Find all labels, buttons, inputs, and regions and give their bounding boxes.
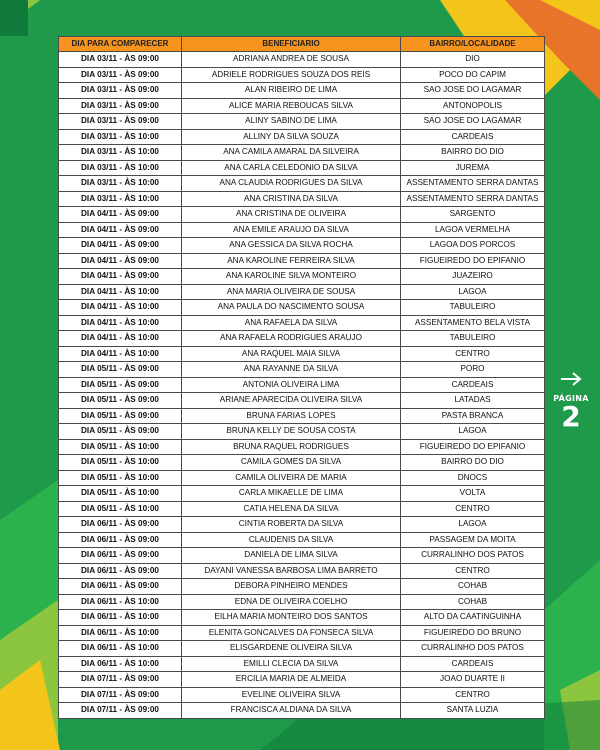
location-cell: PORO	[401, 362, 545, 378]
table-row	[59, 145, 545, 161]
date-cell: DIA 07/11 - ÀS 09:00	[59, 672, 182, 688]
table-row	[59, 83, 545, 99]
location-cell: JUAZEIRO	[401, 269, 545, 285]
beneficiary-cell: ANA GESSICA DA SILVA ROCHA	[182, 238, 401, 254]
table-row	[59, 641, 545, 657]
date-cell: DIA 05/11 - ÀS 09:00	[59, 393, 182, 409]
table-row	[59, 439, 545, 455]
location-cell: BAIRRO DO DIO	[401, 145, 545, 161]
beneficiary-cell: ALICE MARIA REBOUCAS SILVA	[182, 98, 401, 114]
table-row	[59, 579, 545, 595]
date-cell: DIA 04/11 - ÀS 10:00	[59, 315, 182, 331]
location-cell: DNOCS	[401, 470, 545, 486]
date-cell: DIA 03/11 - ÀS 10:00	[59, 129, 182, 145]
location-cell: CURRALINHO DOS PATOS	[401, 641, 545, 657]
table-row	[59, 687, 545, 703]
date-cell: DIA 04/11 - ÀS 09:00	[59, 253, 182, 269]
beneficiary-cell: ADRIELE RODRIGUES SOUZA DOS REIS	[182, 67, 401, 83]
beneficiary-cell: ANTONIA OLIVEIRA LIMA	[182, 377, 401, 393]
table-row	[59, 377, 545, 393]
location-cell: CENTRO	[401, 563, 545, 579]
date-cell: DIA 04/11 - ÀS 09:00	[59, 207, 182, 223]
table-row	[59, 253, 545, 269]
location-cell: BAIRRO DO DIO	[401, 455, 545, 471]
location-cell: JUREMA	[401, 160, 545, 176]
beneficiary-cell: CARLA MIKAELLE DE LIMA	[182, 486, 401, 502]
table-row	[59, 346, 545, 362]
location-cell: SANTA LUZIA	[401, 703, 545, 719]
location-cell: ASSENTAMENTO SERRA DANTAS	[401, 176, 545, 192]
beneficiary-cell: ANA MARIA OLIVEIRA DE SOUSA	[182, 284, 401, 300]
table-row	[59, 331, 545, 347]
location-cell: COHAB	[401, 579, 545, 595]
beneficiary-cell: ANA PAULA DO NASCIMENTO SOUSA	[182, 300, 401, 316]
date-cell: DIA 05/11 - ÀS 10:00	[59, 470, 182, 486]
location-cell: PASTA BRANCA	[401, 408, 545, 424]
beneficiary-schedule-table-card	[58, 36, 544, 718]
beneficiary-cell: ELENITA GONCALVES DA FONSECA SILVA	[182, 625, 401, 641]
date-cell: DIA 06/11 - ÀS 10:00	[59, 656, 182, 672]
date-cell: DIA 06/11 - ÀS 10:00	[59, 610, 182, 626]
location-cell: TABULEIRO	[401, 331, 545, 347]
date-cell: DIA 06/11 - ÀS 10:00	[59, 641, 182, 657]
location-cell: LAGOA DOS PORCOS	[401, 238, 545, 254]
beneficiary-cell: BRUNA KELLY DE SOUSA COSTA	[182, 424, 401, 440]
table-row	[59, 52, 545, 68]
location-cell: POCO DO CAPIM	[401, 67, 545, 83]
table-row	[59, 300, 545, 316]
date-cell: DIA 03/11 - ÀS 09:00	[59, 83, 182, 99]
table-row	[59, 625, 545, 641]
location-cell: FIGUEIREDO DO EPIFANIO	[401, 439, 545, 455]
table-row	[59, 176, 545, 192]
date-cell: DIA 03/11 - ÀS 09:00	[59, 114, 182, 130]
table-row	[59, 594, 545, 610]
beneficiary-cell: ANA CAMILA AMARAL DA SILVEIRA	[182, 145, 401, 161]
location-cell: SARGENTO	[401, 207, 545, 223]
table-row	[59, 129, 545, 145]
table-row	[59, 455, 545, 471]
location-cell: ANTONOPOLIS	[401, 98, 545, 114]
date-cell: DIA 06/11 - ÀS 10:00	[59, 625, 182, 641]
date-cell: DIA 06/11 - ÀS 09:00	[59, 548, 182, 564]
location-cell: SAO JOSE DO LAGAMAR	[401, 114, 545, 130]
table-row	[59, 67, 545, 83]
table-row	[59, 703, 545, 719]
table-row	[59, 191, 545, 207]
location-cell: JOAO DUARTE II	[401, 672, 545, 688]
date-cell: DIA 07/11 - ÀS 09:00	[59, 687, 182, 703]
beneficiary-cell: ANA CRISTINA DE OLIVEIRA	[182, 207, 401, 223]
table-row	[59, 98, 545, 114]
table-header-row	[59, 37, 545, 52]
beneficiary-cell: CATIA HELENA DA SILVA	[182, 501, 401, 517]
beneficiary-cell: CLAUDENIS DA SILVA	[182, 532, 401, 548]
date-cell: DIA 04/11 - ÀS 10:00	[59, 331, 182, 347]
date-cell: DIA 05/11 - ÀS 09:00	[59, 362, 182, 378]
table-row	[59, 315, 545, 331]
location-cell: SAO JOSE DO LAGAMAR	[401, 83, 545, 99]
beneficiary-cell: ALAN RIBEIRO DE LIMA	[182, 83, 401, 99]
header-beneficiario: BENEFICIARIO	[182, 37, 401, 52]
date-cell: DIA 06/11 - ÀS 09:00	[59, 532, 182, 548]
beneficiary-cell: DANIELA DE LIMA SILVA	[182, 548, 401, 564]
location-cell: ALTO DA CAATINGUINHA	[401, 610, 545, 626]
header-dia-para-comparecer: DIA PARA COMPARECER	[59, 37, 182, 52]
table-row	[59, 222, 545, 238]
beneficiary-cell: ELISGARDENE OLIVEIRA SILVA	[182, 641, 401, 657]
beneficiary-cell: ANA CRISTINA DA SILVA	[182, 191, 401, 207]
location-cell: PASSAGEM DA MOITA	[401, 532, 545, 548]
beneficiary-cell: DAYANI VANESSA BARBOSA LIMA BARRETO	[182, 563, 401, 579]
date-cell: DIA 05/11 - ÀS 09:00	[59, 408, 182, 424]
location-cell: LAGOA	[401, 424, 545, 440]
date-cell: DIA 04/11 - ÀS 10:00	[59, 284, 182, 300]
date-cell: DIA 04/11 - ÀS 09:00	[59, 269, 182, 285]
beneficiary-cell: BRUNA FARIAS LOPES	[182, 408, 401, 424]
location-cell: ASSENTAMENTO BELA VISTA	[401, 315, 545, 331]
beneficiary-cell: EILHA MARIA MONTEIRO DOS SANTOS	[182, 610, 401, 626]
location-cell: CENTRO	[401, 346, 545, 362]
date-cell: DIA 06/11 - ÀS 10:00	[59, 594, 182, 610]
beneficiary-cell: CINTIA ROBERTA DA SILVA	[182, 517, 401, 533]
location-cell: CURRALINHO DOS PATOS	[401, 548, 545, 564]
table-row	[59, 532, 545, 548]
table-row	[59, 486, 545, 502]
beneficiary-cell: ANA RAYANNE DA SILVA	[182, 362, 401, 378]
date-cell: DIA 07/11 - ÀS 09:00	[59, 703, 182, 719]
page-label: PÁGINA	[553, 394, 589, 403]
table-row	[59, 501, 545, 517]
date-cell: DIA 05/11 - ÀS 09:00	[59, 377, 182, 393]
beneficiary-cell: FRANCISCA ALDIANA DA SILVA	[182, 703, 401, 719]
location-cell: CARDEAIS	[401, 129, 545, 145]
table-row	[59, 114, 545, 130]
beneficiary-cell: EDNA DE OLIVEIRA COELHO	[182, 594, 401, 610]
beneficiary-cell: ADRIANA ANDREA DE SOUSA	[182, 52, 401, 68]
table-row	[59, 238, 545, 254]
page-indicator[interactable]	[549, 372, 593, 431]
date-cell: DIA 04/11 - ÀS 10:00	[59, 346, 182, 362]
location-cell: COHAB	[401, 594, 545, 610]
date-cell: DIA 04/11 - ÀS 10:00	[59, 300, 182, 316]
location-cell: LAGOA	[401, 517, 545, 533]
page-number: 2	[561, 400, 581, 433]
location-cell: LAGOA VERMELHA	[401, 222, 545, 238]
table-row	[59, 563, 545, 579]
beneficiary-cell: ALINY SABINO DE LIMA	[182, 114, 401, 130]
date-cell: DIA 06/11 - ÀS 09:00	[59, 517, 182, 533]
table-row	[59, 672, 545, 688]
date-cell: DIA 03/11 - ÀS 10:00	[59, 176, 182, 192]
location-cell: VOLTA	[401, 486, 545, 502]
beneficiary-cell: ANA KAROLINE SILVA MONTEIRO	[182, 269, 401, 285]
table-row	[59, 656, 545, 672]
date-cell: DIA 03/11 - ÀS 09:00	[59, 67, 182, 83]
beneficiary-cell: CAMILA OLIVEIRA DE MARIA	[182, 470, 401, 486]
beneficiary-cell: ANA KAROLINE FERREIRA SILVA	[182, 253, 401, 269]
date-cell: DIA 04/11 - ÀS 09:00	[59, 222, 182, 238]
beneficiary-cell: ANA RAFAELA RODRIGUES ARAUJO	[182, 331, 401, 347]
location-cell: CARDEAIS	[401, 377, 545, 393]
location-cell: CENTRO	[401, 687, 545, 703]
beneficiary-cell: DEBORA PINHEIRO MENDES	[182, 579, 401, 595]
location-cell: DIO	[401, 52, 545, 68]
beneficiary-cell: ANA CLAUDIA RODRIGUES DA SILVA	[182, 176, 401, 192]
beneficiary-cell: ERCILIA MARIA DE ALMEIDA	[182, 672, 401, 688]
date-cell: DIA 05/11 - ÀS 10:00	[59, 439, 182, 455]
date-cell: DIA 03/11 - ÀS 10:00	[59, 191, 182, 207]
date-cell: DIA 03/11 - ÀS 10:00	[59, 160, 182, 176]
table-row	[59, 610, 545, 626]
date-cell: DIA 03/11 - ÀS 09:00	[59, 98, 182, 114]
beneficiary-cell: ANA EMILE ARAUJO DA SILVA	[182, 222, 401, 238]
location-cell: TABULEIRO	[401, 300, 545, 316]
date-cell: DIA 03/11 - ÀS 09:00	[59, 52, 182, 68]
beneficiary-cell: BRUNA RAQUEL RODRIGUES	[182, 439, 401, 455]
table-row	[59, 548, 545, 564]
table-row	[59, 160, 545, 176]
date-cell: DIA 05/11 - ÀS 09:00	[59, 424, 182, 440]
location-cell: FIGUEIREDO DO BRUNO	[401, 625, 545, 641]
beneficiary-schedule-table	[58, 36, 545, 719]
table-row	[59, 408, 545, 424]
table-row	[59, 362, 545, 378]
table-row	[59, 284, 545, 300]
beneficiary-cell: CAMILA GOMES DA SILVA	[182, 455, 401, 471]
beneficiary-cell: EMILLI CLECIA DA SILVA	[182, 656, 401, 672]
beneficiary-cell: ANA RAFAELA DA SILVA	[182, 315, 401, 331]
header-bairro-localidade: BAIRRO/LOCALIDADE	[401, 37, 545, 52]
table-row	[59, 269, 545, 285]
date-cell: DIA 03/11 - ÀS 10:00	[59, 145, 182, 161]
beneficiary-cell: ANA RAQUEL MAIA SILVA	[182, 346, 401, 362]
beneficiary-cell: EVELINE OLIVEIRA SILVA	[182, 687, 401, 703]
location-cell: LAGOA	[401, 284, 545, 300]
arrow-right-icon	[549, 372, 593, 388]
table-row	[59, 470, 545, 486]
date-cell: DIA 06/11 - ÀS 09:00	[59, 563, 182, 579]
table-row	[59, 517, 545, 533]
date-cell: DIA 05/11 - ÀS 10:00	[59, 486, 182, 502]
beneficiary-cell: ARIANE APARECIDA OLIVEIRA SILVA	[182, 393, 401, 409]
location-cell: LATADAS	[401, 393, 545, 409]
beneficiary-cell: ANA CARLA CELEDONIO DA SILVA	[182, 160, 401, 176]
table-row	[59, 424, 545, 440]
location-cell: ASSENTAMENTO SERRA DANTAS	[401, 191, 545, 207]
table-body	[59, 52, 545, 719]
date-cell: DIA 06/11 - ÀS 09:00	[59, 579, 182, 595]
date-cell: DIA 04/11 - ÀS 09:00	[59, 238, 182, 254]
date-cell: DIA 05/11 - ÀS 10:00	[59, 501, 182, 517]
date-cell: DIA 05/11 - ÀS 10:00	[59, 455, 182, 471]
beneficiary-cell: ALLINY DA SILVA SOUZA	[182, 129, 401, 145]
table-row	[59, 393, 545, 409]
location-cell: CENTRO	[401, 501, 545, 517]
location-cell: CARDEAIS	[401, 656, 545, 672]
location-cell: FIGUEIREDO DO EPIFANIO	[401, 253, 545, 269]
table-row	[59, 207, 545, 223]
